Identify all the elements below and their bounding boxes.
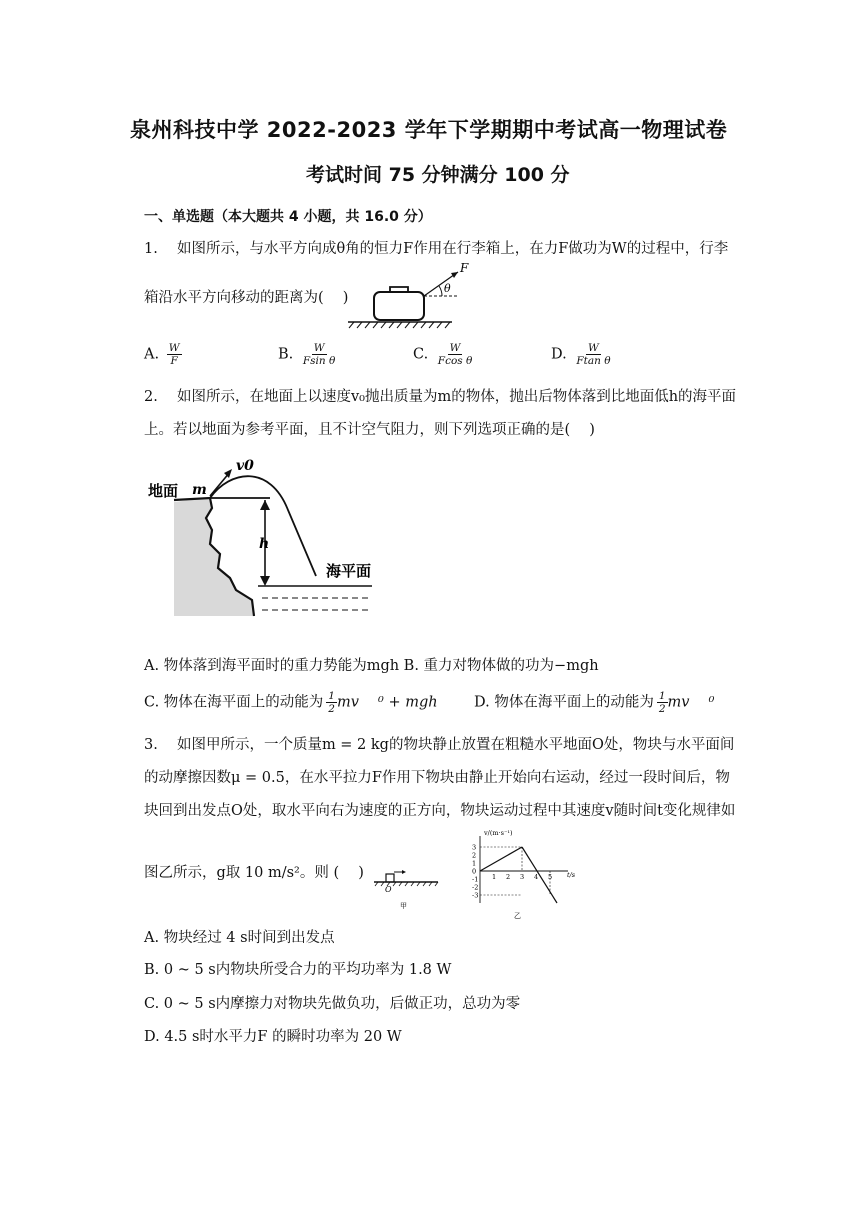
q2-line2: 上。若以地面为参考平面，且不计空气阻力，则下列选项正确的是( ) [144, 422, 595, 438]
q1-option-a[interactable]: A. $\frac{W}{F}$ [144, 342, 180, 367]
graph-ytick-label: -1 [472, 875, 479, 884]
graph-ytick-label: 2 [472, 851, 477, 860]
q3-line3: 块回到出发点O处，取水平向右为速度的正方向，物块运动过程中其速度v随时间t变化规律如 [144, 803, 736, 819]
q3-option-b[interactable]: B. 0 ~ 5 s内物块所受合力的平均功率为 1.8 W [144, 962, 452, 978]
q3-line4: 图乙所示，g取 10 m/s²。则 ( ) [144, 865, 364, 881]
graph-xtick-label: 1 [492, 873, 497, 881]
graph-xtick-label: 4 [534, 873, 539, 881]
graph-ytick-label: 0 [472, 867, 477, 876]
q2-line1: 2. 如图所示，在地面上以速度v₀抛出质量为m的物体，抛出后物体落到比地面低h的海平面 [144, 389, 737, 405]
q3-option-d[interactable]: D. 4.5 s时水平力F 的瞬时功率为 20 W [144, 1029, 402, 1045]
q3-line2: 的动摩擦因数μ = 0.5，在水平拉力F作用下物块由静止开始向右运动，经过一段时间后，物 [144, 770, 730, 786]
graph-xtick-label: 5 [548, 873, 553, 881]
section-heading: 一、单选题（本大题共 4 小题，共 16.0 分） [144, 209, 432, 225]
q3-option-a[interactable]: A. 物块经过 4 s时间到出发点 [144, 930, 335, 946]
figure-jia-label: 甲 [400, 902, 407, 910]
q1-option-d[interactable]: D. $\frac{W}{\text{Ftan θ}}$ [551, 342, 611, 367]
graph-ytick-label: -2 [472, 883, 479, 892]
q3-option-c[interactable]: C. 0 ~ 5 s内摩擦力对物块先做负功，后做正功，总功为零 [144, 996, 521, 1012]
cliff-figure [140, 450, 385, 620]
block-figure-jia [370, 860, 442, 910]
graph-xtick-label: 3 [520, 873, 525, 881]
graph-velocity-segment [480, 847, 522, 871]
q1-option-b[interactable]: B. $\frac{W}{\text{Fsin θ}}$ [278, 342, 336, 367]
suitcase-icon [374, 292, 424, 320]
block-icon [386, 874, 394, 882]
trajectory-curve [210, 476, 316, 576]
graph-ytick-label: 3 [472, 843, 477, 852]
graph-ylabel: v/(m·s⁻¹) [484, 829, 513, 837]
origin-label: O [385, 885, 392, 894]
angle-label: θ [444, 282, 451, 295]
q3-line1: 3. 如图甲所示，一个质量m = 2 kg的物块静止放置在粗糙水平地面O处，物块与水平面间 [144, 737, 735, 753]
ground-label: 地面 [148, 482, 179, 500]
height-label: h [259, 536, 270, 552]
exam-title: 泉州科技中学 2022-2023 学年下学期期中考试高一物理试卷 [130, 118, 728, 142]
q1-line2: 箱沿水平方向移动的距离为( ) [144, 290, 349, 306]
q1-line1: 1. 如图所示，与水平方向成θ角的恒力F作用在行李箱上，在力F做功为W的过程中，行李 [144, 241, 729, 257]
suitcase-figure [340, 258, 469, 330]
vt-graph [462, 826, 580, 922]
exam-subtitle: 考试时间 75 分钟满分 100 分 [306, 164, 570, 186]
q2-option-c[interactable]: C. 物体在海平面上的动能为 $\frac{1}{2}$ mv ⁰ + mgh [144, 690, 438, 715]
v0-label: v0 [236, 458, 254, 474]
q2-option-ab[interactable]: A. 物体落到海平面时的重力势能为mgh B. 重力对物体做的功为−mgh [144, 658, 599, 674]
figure-yi-label: 乙 [514, 912, 521, 920]
force-label: F [460, 261, 469, 275]
mass-label: m [192, 482, 207, 498]
sea-label: 海平面 [326, 562, 372, 580]
graph-xtick-label: 2 [506, 873, 511, 881]
q1-option-c[interactable]: C. $\frac{W}{\text{Fcos θ}}$ [413, 342, 473, 367]
graph-ytick-label: -3 [472, 891, 479, 900]
graph-ytick-label: 1 [472, 859, 477, 868]
graph-xlabel: t/s [567, 871, 576, 879]
q2-option-d[interactable]: D. 物体在海平面上的动能为 $\frac{1}{2}$ mv ⁰ [474, 690, 715, 715]
